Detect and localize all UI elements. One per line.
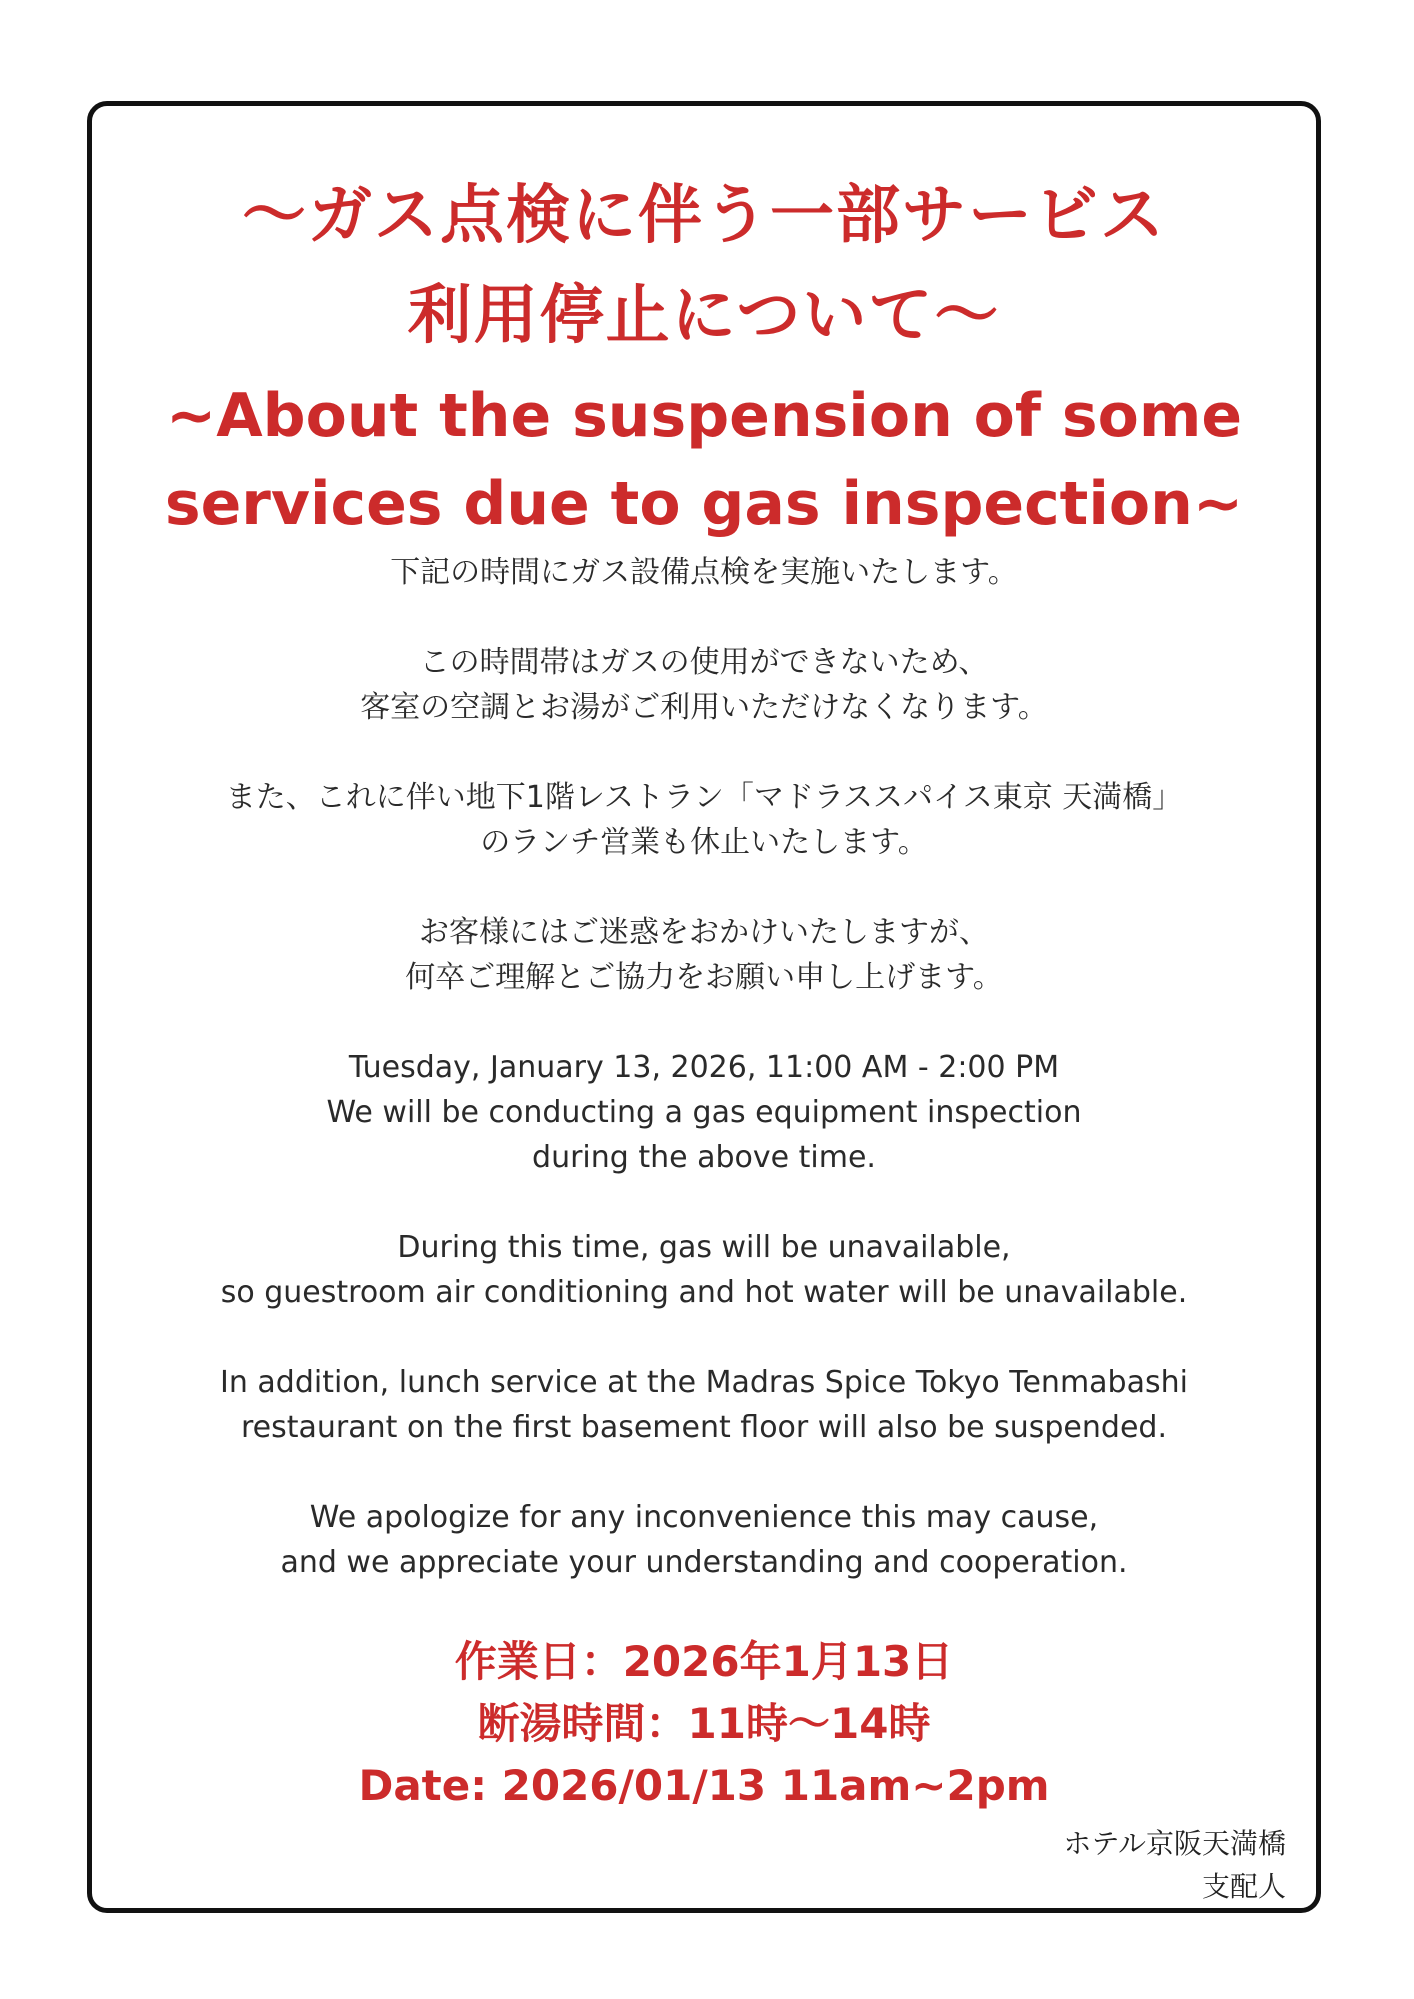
title-jp-line-1: 〜ガス点検に伴う一部サービス: [242, 179, 1166, 253]
en-paragraph-2: [92, 1225, 1316, 1315]
en-p1-line-2: We will be conducting a gas equipment inspection: [326, 1095, 1082, 1130]
jp-paragraph-4: [92, 910, 1316, 1000]
jp-p1-line-1: 下記の時間にガス設備点検を実施いたします。: [390, 555, 1018, 590]
jp-paragraph-3: [92, 775, 1316, 865]
en-p1-line-1: Tuesday, January 13, 2026, 11:00 AM - 2:00 PM: [348, 1050, 1060, 1085]
jp-p3-line-2: のランチ営業も休止いたします。: [480, 825, 928, 860]
title-jp-line-2: 利用停止について〜: [407, 279, 1001, 353]
notice-frame: [87, 101, 1321, 1913]
en-paragraph-4: [92, 1495, 1316, 1585]
en-p2-line-1: During this time, gas will be unavailable,: [397, 1230, 1011, 1265]
signature-hotel: ホテル京阪天満橋: [1063, 1827, 1286, 1860]
en-paragraph-1: [92, 1045, 1316, 1180]
english-section: [92, 1045, 1316, 1585]
en-p3-line-2: restaurant on the first basement floor will also be suspended.: [241, 1410, 1167, 1445]
jp-p4-line-1: お客様にはご迷惑をおかけいたしますが、: [419, 915, 989, 950]
jp-p2-line-1: この時間帯はガスの使用ができないため、: [419, 645, 989, 680]
title-en-line-1: ~About the suspension of some: [165, 381, 1243, 451]
date-english: Date: 2026/01/13 11am~2pm: [358, 1761, 1050, 1810]
jp-p2-line-2: 客室の空調とお湯がご利用いただけなくなります。: [360, 690, 1048, 725]
en-p4-line-1: We apologize for any inconvenience this may cause,: [309, 1500, 1099, 1535]
en-p4-line-2: and we appreciate your understanding and cooperation.: [280, 1545, 1128, 1580]
outage-time: 断湯時間：11時〜14時: [477, 1699, 931, 1748]
notice-title: [92, 166, 1316, 548]
notice-body: [92, 550, 1316, 1585]
signature: [1063, 1822, 1286, 1908]
en-p3-line-1: In addition, lunch service at the Madras Spice Tokyo Tenmabashi: [220, 1365, 1188, 1400]
jp-p3-line-1: また、これに伴い地下1階レストラン「マドラススパイス東京 天満橋」: [225, 780, 1183, 815]
jp-p4-line-2: 何卒ご理解とご協力をお願い申し上げます。: [405, 960, 1003, 995]
jp-paragraph-2: [92, 640, 1316, 730]
en-paragraph-3: [92, 1360, 1316, 1450]
signature-role: 支配人: [1201, 1870, 1286, 1903]
jp-paragraph-1: [92, 550, 1316, 595]
work-date: 作業日：2026年1月13日: [454, 1637, 954, 1686]
en-p2-line-2: so guestroom air conditioning and hot water will be unavailable.: [220, 1275, 1188, 1310]
title-en-line-2: services due to gas inspection~: [164, 469, 1244, 539]
schedule-block: [92, 1631, 1316, 1817]
en-p1-line-3: during the above time.: [532, 1140, 876, 1175]
